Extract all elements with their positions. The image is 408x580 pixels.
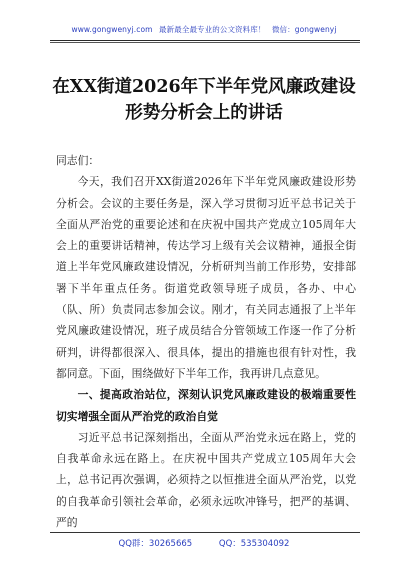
footer-qq: QQ：535304092 [218,539,290,549]
paragraph-1: 今天，我们召开XX街道2026年下半年党风廉政建设形势分析会。会议的主要任务是，深入学习贯彻习近平总书记关于全面从严治党的重要论述和在庆祝中国共产党成立105周年大会上的重要讲话精神，传达学习上级有关会议精神，通报全街道上半年党风廉政建设情况，分析研判当前工作形势，安排部署下半年重点任务。街道党政领导班子成员，各办、中心（队、所）负责同志参加会议。刚才，有关同志通报了上半年党风廉政建设情况，班子成员结合分管领域工作逐一作了分析研判，讲得都很深入、很具体，提出的措施也很有针对性，我都同意。下面，围绕做好下半年工作，我再讲几点意见。 [56,175,356,380]
salutation: 同志们： [56,154,100,167]
document-body [56,150,356,533]
header-divider [50,40,360,41]
header-divider-thin [50,42,360,43]
paragraph-2: 习近平总书记深刻指出，全面从严治党永远在路上，党的自我革命永远在路上。在庆祝中国共产党成立105周年大会上，总书记再次强调，必须持之以恒推进全面从严治党，以党的自我革命引领社会革命，必须永远吹冲锋号，把严的基调、严的 [56,430,356,530]
header-promo: 最新最全最专业的公文资料库！ [159,25,266,34]
title-line-2: 形势分析会上的讲话 [125,103,283,123]
header-wechat: 微信：gongwenyj [271,25,337,34]
header-site: www.gongwenyj.com [71,25,153,34]
title-line-1: 在XX街道2026年下半年党风廉政建设 [52,77,356,97]
document-title [40,74,368,126]
page-footer [0,537,408,549]
footer-qq-group: QQ群：30265665 [118,539,193,549]
section-heading-1: 一、提高政治站位，深刻认识党风廉政建设的极端重要性切实增强全面从严治党的政治自觉 [56,388,356,423]
footer-divider [50,532,360,533]
page-header [0,24,408,35]
